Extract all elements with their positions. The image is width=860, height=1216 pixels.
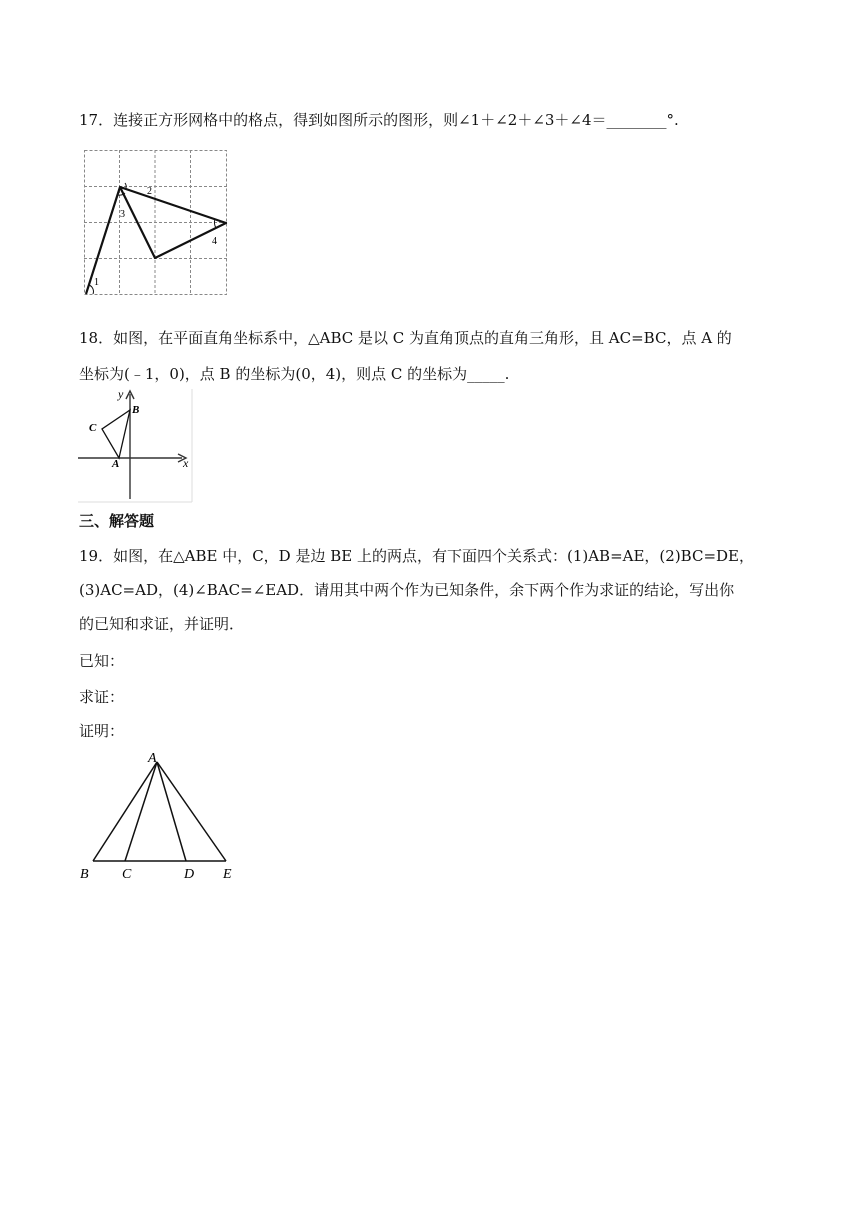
point-label-a: A (112, 458, 120, 470)
q19-line-3: 的已知和求证，并证明． (79, 615, 245, 633)
q19-proof-label: 证明： (79, 722, 125, 740)
q17-text: 17．连接正方形网格中的格点，得到如图所示的图形，则∠1＋∠2＋∠3＋∠4＝________°. (79, 111, 679, 129)
angle-label-2: 2 (147, 186, 152, 197)
point-label-e: E (223, 867, 232, 882)
point-label-b: B (80, 867, 89, 882)
grid-lines (84, 150, 227, 295)
q19-given-label: 已知： (79, 652, 125, 670)
point-label-c: C (122, 867, 132, 882)
q18-line-2: 坐标为(﹣1，0)，点 B 的坐标为(0，4)，则点 C 的坐标为_____. (79, 365, 510, 383)
polyline-shape (86, 187, 226, 294)
angle-label-4: 4 (212, 236, 217, 247)
q19-triangle-figure (78, 748, 240, 884)
point-label-c: C (89, 422, 97, 434)
triangle-abc (102, 410, 130, 458)
section-title: 三、解答题 (79, 512, 155, 530)
q19-line-1: 19．如图，在△ABE 中，C，D 是边 BE 上的两点，有下面四个关系式：(1)AB=AE，(2)BC=DE， (79, 547, 755, 565)
q19-line-2: (3)AC=AD，(4)∠BAC=∠EAD．请用其中两个作为已知条件，余下两个作为求证的结论，写出你 (79, 581, 735, 599)
angle-label-3: 3 (120, 209, 125, 220)
point-label-d: D (184, 867, 195, 882)
q19-prove-label: 求证： (79, 688, 125, 706)
point-label-a: A (148, 751, 157, 766)
x-axis-label: x (183, 456, 189, 470)
q18-line-1: 18．如图，在平面直角坐标系中，△ABC 是以 C 为直角顶点的直角三角形，且 AC=BC，点 A 的 (79, 329, 732, 347)
triangle-abe (93, 762, 226, 861)
angle-label-1: 1 (94, 277, 99, 288)
y-axis-label: y (118, 387, 124, 401)
q18-coordinate-figure (78, 389, 193, 503)
point-label-b: B (132, 404, 140, 416)
q17-grid-figure (84, 150, 228, 296)
